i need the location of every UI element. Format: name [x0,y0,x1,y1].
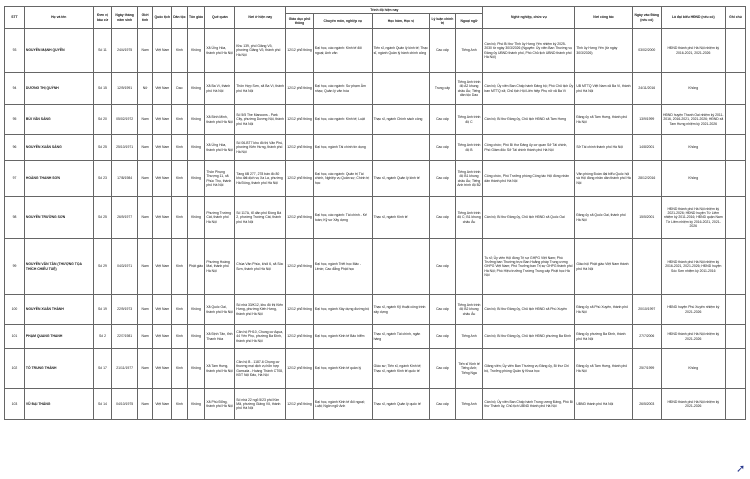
col-header-note: Ghi chú [725,7,745,29]
cell-address: Tầng 6B 277, 278 bán đồ 80 khu đất dịch vụ Xa La, phường Hà Đông, thành phố Hà Nội [235,161,286,197]
cell-workplace: Giáo hội Phật giáo Việt Nam thành phố Hà Nội [575,239,633,295]
cell-stt: 96 [5,135,25,161]
col-header-language: Ngoại ngữ [455,14,483,29]
cell-note [725,29,745,73]
cell-unit: Số 23 [93,161,112,197]
cell-political: Trung cấp [430,73,455,105]
cell-party-date: 03/02/2000 [632,29,661,73]
cell-hdnd: Không [661,161,725,197]
cell-name: DƯƠNG THỊ QUỲNH [24,73,93,105]
table-row [5,105,746,135]
col-header-hdnd: Là đại biểu HĐND (nếu có) [661,7,725,29]
cell-nationality: Việt Nam [153,197,172,239]
cell-dob: 05/02/1972 [112,105,137,135]
cell-nationality: Việt Nam [153,161,172,197]
cell-dob: 04/10/1975 [112,389,137,420]
cell-political: Cao cấp [430,389,455,420]
cell-hometown: Phường Hoàng Mai, thành phố Hà Nội [205,239,235,295]
cell-nationality: Việt Nam [153,29,172,73]
cell-religion: Không [187,295,205,325]
cell-dob: 26/9/1977 [112,197,137,239]
cell-hdnd: Không [661,73,725,105]
cell-note [725,325,745,349]
cell-hometown: Xã Quốc Oai, thành phố Hà Nội [205,295,235,325]
cell-job: Cán bộ; Ủy viên Ban Chấp hành Đảng bộ; Phó Chủ tịch Ủy ban MTTQ xã; Chủ tịch Hội Liên hiệp Phụ nữ xã Ba Vì [483,73,575,105]
cell-religion: Không [187,135,205,161]
cell-job: Cán bộ; Bí thư Đảng ủy, Chủ tịch HĐND xã Quốc Oai [483,197,575,239]
cell-general-edu: 12/12 phổ thông [286,73,314,105]
cell-stt: 102 [5,349,25,389]
cell-hometown: Xã Định Tân, tỉnh Thanh Hóa [205,325,235,349]
cell-religion: Không [187,73,205,105]
cell-unit: Số 25 [93,197,112,239]
cell-dob: 22/7/1981 [112,325,137,349]
table-body [5,29,746,420]
cell-language: Tiếng Anh [455,29,483,73]
cell-political: Cao cấp [430,135,455,161]
cell-name: VŨ ĐẠI THẮNG [24,389,93,420]
cell-unit: Số 11 [93,29,112,73]
col-header-sex: Giới tính [137,7,153,29]
cell-degree [372,239,430,295]
cell-hometown: Phường Trường Cát, thành phố Hà Nội [205,197,235,239]
cell-general-edu: 12/12 phổ thông [286,389,314,420]
cell-name: NGUYỄN MẠNH QUYỀN [24,29,93,73]
cell-degree: Thạc sĩ, ngành Quản lý kinh tế [372,161,430,197]
cell-ethnicity: Kinh [172,295,188,325]
cell-general-edu: 12/12 phổ thông [286,161,314,197]
cell-dob: 12/9/1991 [112,73,137,105]
table-row [5,161,746,197]
cell-ethnicity: Kinh [172,349,188,389]
cell-degree [372,135,430,161]
cell-political: Cao cấp [430,295,455,325]
cell-address: Số 06-BT7 khu đô thị Văn Phú, phường Kiến Hưng, thành phố Hà Nội [235,135,286,161]
cell-political: Cao cấp [430,29,455,73]
cell-degree: Tiến sĩ, ngành Quản lý kinh tế; Thạc sĩ, ngành Quản lý hành chính công [372,29,430,73]
cell-party-date: 26/5/2003 [632,389,661,420]
cell-dob: 22/9/1973 [112,295,137,325]
col-header-stt: STT [5,7,25,29]
cell-religion: Không [187,349,205,389]
table-row [5,29,746,73]
cell-language: Tiếng Anh trình độ B1 khung châu Âu; Tiếng Anh trình độ B2 [455,161,483,197]
cell-address: Số 5/5 The Manoons - Park City, phường Dương Nội, thành phố Hà Nội [235,105,286,135]
cell-nationality: Việt Nam [153,295,172,325]
cell-job: Cán bộ; Bí thư Đảng ủy, Chủ tịch HĐND xã Phú Xuyên [483,295,575,325]
cell-religion: Không [187,197,205,239]
cell-sex: Nam [137,161,153,197]
cell-nationality: Việt Nam [153,349,172,389]
cell-nationality: Việt Nam [153,73,172,105]
cell-address: Số nhà 22 ngõ 5/23 phố Kim Mã, phường Giảng Võ, thành phố Hà Nội [235,389,286,420]
cell-degree: Thạc sĩ, ngành Kinh tế [372,197,430,239]
col-header-ethnicity: Dân tộc [172,7,188,29]
cell-unit: Số 14 [93,389,112,420]
cell-party-date: 13/9/1999 [632,105,661,135]
cell-degree: Thạc sĩ, ngành Quản lý quốc tế [372,389,430,420]
cell-workplace: Văn phòng Đoàn đại biểu Quốc hội và Hội đồng nhân dân thành phố Hà Nội [575,161,633,197]
cell-sex: Nam [137,295,153,325]
cell-general-edu: 12/12 phổ thông [286,197,314,239]
cell-address: Thôn Hợp Sơn, xã Ba Vì, thành phố Hà Nội [235,73,286,105]
cell-name: BÙI VĂN SÁNG [24,105,93,135]
cell-general-edu: 12/12 phổ thông [286,105,314,135]
cell-profession: Đại học, các ngành: Kinh tế; Luật [313,105,372,135]
table-row [5,295,746,325]
cell-dob: 04/3/1971 [112,239,137,295]
cell-language: Tiếng Anh trình độ C; B1 khung châu Âu [455,197,483,239]
cell-hometown: Xã Phù Đổng, thành phố Hà Nội [205,389,235,420]
cell-dob: 25/10/1971 [112,135,137,161]
cell-language: Tiếng Anh trình độ B2 khung châu Âu [455,295,483,325]
cell-party-date: 20/10/1997 [632,295,661,325]
cell-political: Cao cấp [430,105,455,135]
cell-address: Khu 139, phố Giảng Võ, phường Giảng Võ, thành phố Hà Nội [235,29,286,73]
cell-degree: Giáo sư; Tiến sĩ, ngành Kinh tế; Thạc sĩ, ngành Kinh tế quốc tế [372,349,430,389]
cell-note [725,135,745,161]
cell-language: Tiếng Anh [455,389,483,420]
cell-sex: Nam [137,29,153,73]
cell-political: Cao cấp [430,197,455,239]
cell-degree: Thạc sĩ, ngành Tài chính, ngân hàng [372,325,430,349]
cell-job: Cán bộ; Ủy viên Ban Chấp hành Trung ương Đảng, Phó Bí thư Thành ủy, Chủ tịch UBND thành phố Hà Nội [483,389,575,420]
cell-religion: Không [187,325,205,349]
cell-party-date: 28/12/2016 [632,161,661,197]
cell-religion: Không [187,105,205,135]
cell-stt: 97 [5,161,25,197]
cell-religion: Không [187,29,205,73]
cell-party-date: 25/7/1999 [632,349,661,389]
cell-hdnd: Không [661,349,725,389]
cell-stt: 98 [5,197,25,239]
cell-job: Cán bộ; Bí thư Đảng ủy, Chủ tịch HĐND phường Ba Đình [483,325,575,349]
cell-profession: Đại học, ngành Triết học Mác - Lênin; Cao đẳng Phật học [313,239,372,295]
cell-ethnicity: Kinh [172,389,188,420]
cell-nationality: Việt Nam [153,239,172,295]
cell-unit: Số 19 [93,295,112,325]
cell-unit: Số 20 [93,105,112,135]
cell-nationality: Việt Nam [153,389,172,420]
col-header-general-edu: Giáo dục phổ thông [286,14,314,29]
cell-address: Chùa Vân Phúc, khối 6, xã Sóc Sơn, thành phố Hà Nội [235,239,286,295]
cell-profession: Đại học, ngành Kinh tế Bảo hiểm [313,325,372,349]
cell-political: Cao cấp [430,239,455,295]
cell-hdnd: HĐND thành phố Hà Nội nhiệm kỳ 2021-2026 [661,325,725,349]
cell-name: PHẠM QUANG THANH [24,325,93,349]
cell-note [725,295,745,325]
cell-job: Công chức; Phó Bí thư Đảng ủy cơ quan Sở Tài chính, Phó Giám đốc Sở Tài chính thành phố Hà Nội [483,135,575,161]
cell-party-date: 27/7/2006 [632,325,661,349]
cell-profession: Đại học, ngành Tài chính tín dụng [313,135,372,161]
cell-note [725,239,745,295]
cell-ethnicity: Kinh [172,239,188,295]
cell-workplace: Sở Tài chính thành phố Hà Nội [575,135,633,161]
cell-hometown: Xã Tam Hưng, thành phố Hà Nội [205,349,235,389]
col-header-degree: Học hàm, Học vị [372,14,430,29]
cell-degree [372,73,430,105]
cell-ethnicity: Kinh [172,105,188,135]
table-row [5,325,746,349]
cell-stt: 95 [5,105,25,135]
cell-party-date: 24/11/2016 [632,73,661,105]
cell-hdnd: HĐND thành phố Hà Nội nhiệm kỳ 2021-2026 [661,389,725,420]
cell-sex: Nữ [137,73,153,105]
cell-religion: Phật giáo [187,239,205,295]
cell-general-edu: 12/12 phổ thông [286,349,314,389]
cell-workplace: UBND thành phố Hà Nội [575,389,633,420]
cell-note [725,73,745,105]
cell-sex: Nam [137,389,153,420]
cell-party-date: 14/8/2001 [632,135,661,161]
cell-stt: 94 [5,73,25,105]
cell-hometown: Xã Ứng Hòa, thành phố Hà Nội [205,135,235,161]
cell-language [455,239,483,295]
table-row [5,135,746,161]
col-header-party-date: Ngày vào Đảng (nếu có) [632,7,661,29]
col-header-dob: Ngày tháng năm sinh [112,7,137,29]
cell-profession: Đại học, ngành Xây dựng đường bộ [313,295,372,325]
cell-workplace: Tỉnh ủy Hưng Yên (từ ngày 30/3/2026) [575,29,633,73]
cell-nationality: Việt Nam [153,325,172,349]
cell-political: Cao cấp [430,161,455,197]
cell-hdnd: HĐND huyện Phú Xuyên nhiệm kỳ 2021-2026 [661,295,725,325]
cell-hdnd: Không [661,135,725,161]
cell-hometown: Xã Ba Vì, thành phố Hà Nội [205,73,235,105]
cell-ethnicity: Dao [172,73,188,105]
table-row [5,239,746,295]
cell-stt: 99 [5,239,25,295]
cell-party-date [632,239,661,295]
cell-ethnicity: Kinh [172,135,188,161]
cell-religion: Không [187,161,205,197]
cell-note [725,197,745,239]
cell-language: Tiến sĩ Kinh tế Tiếng Anh; Tiếng Nga [455,349,483,389]
cell-name: HOÀNG THANH SƠN [24,161,93,197]
cell-stt: 101 [5,325,25,349]
cell-address: Căn hộ B - 1187-6 Chung cư thương mại dịch vụ hỗn hợp Gamuda - Hoàng Thành CT08, KĐT Nội Đảo, Hà Nội [235,349,286,389]
cell-hdnd: HĐND thành phố Hà Nội nhiệm kỳ 2016-2021, 2021-2026 [661,29,725,73]
cell-hdnd: HĐND huyện Thanh Oai nhiệm kỳ 2011-2016, 2016-2021, 2021-2026; HĐND xã Tam Hưng nhiệm kỳ 2021-2026 [661,105,725,135]
cell-stt: 103 [5,389,25,420]
cell-profession: Đại học, ngành Kinh tế đối ngoại; Luật; Ngôn ngữ Anh [313,389,372,420]
cell-workplace: Đảng ủy xã Tam Hưng, thành phố Hà Nội [575,349,633,389]
cell-ethnicity: Kinh [172,325,188,349]
col-header-profession: Chuyên môn, nghiệp vụ [313,14,372,29]
table-row [5,197,746,239]
col-group-education: Trình độ hiện nay [286,7,483,14]
cell-address: Số nhà 33/K12, khu đô thị Kiến Hưng, phường Kiến Hưng, thành phố Hà Nội [235,295,286,325]
col-header-political: Lý luận chính trị [430,14,455,29]
cell-hdnd: HĐND thành phố Hà Nội nhiệm kỳ 2016-2021, 2021-2026; HĐND huyện Sóc Sơn nhiệm kỳ 2011-2016 [661,239,725,295]
cell-dob: 17/8/1984 [112,161,137,197]
cell-workplace: Đảng ủy xã Tam Hưng, thành phố Hà Nội [575,105,633,135]
cell-note [725,105,745,135]
cell-workplace: Đảng ủy xã Phú Xuyên, thành phố Hà Nội [575,295,633,325]
cell-sex: Nam [137,325,153,349]
cell-profession: Đại học, các ngành: Tài chính - Kế toán; Kỹ sư Xây dựng [313,197,372,239]
cell-unit: Số 17 [93,349,112,389]
cell-job: Công chức, Phó Trưởng phòng Công tác Hội đồng nhân dân thành phố Hà Nội [483,161,575,197]
cell-profession: Đại học, các ngành: Kinh tế đối ngoại; Anh văn [313,29,372,73]
cell-job: Cán bộ; Phó Bí thư Tỉnh ủy Hưng Yên nhiệm kỳ 2025-2030 từ ngày 30/3/2026 (Nguyên: Ủy viên Ban Thường vụ Đảng ủy UBND thành phố, Phó Chủ tịch UBND thành phố Hà Nội) [483,29,575,73]
candidate-table [4,6,746,420]
cell-name: NGUYỄN XUÂN SÁNG [24,135,93,161]
cell-unit: Số 2 [93,325,112,349]
cell-general-edu: 12/12 phổ thông [286,29,314,73]
cell-hometown: Thôn Phụng Thượng 11, xã Phúc Thọ, thành phố Hà Nội [205,161,235,197]
cell-address: Căn hộ PH10, Chung cư Aqua, 44 Yên Phụ, phường Ba Đình, thành phố Hà Nội [235,325,286,349]
col-header-job: Nghề nghiệp, chức vụ [483,7,575,29]
table-row [5,73,746,105]
cell-hometown: Xã Bình Minh, thành phố Hà Nội [205,105,235,135]
cell-general-edu: 12/12 phổ thông [286,295,314,325]
cell-job: Giảng viên; Ủy viên Ban Thường vụ Đảng ủy, Bí thư Chi bộ, Trưởng phòng Quản lý Khoa học [483,349,575,389]
cell-name: NGUYỄN XUÂN THÀNH [24,295,93,325]
cell-degree: Thạc sĩ, ngành Chính sách công [372,105,430,135]
cell-profession: Đại học, ngành Kinh tế quản lý [313,349,372,389]
cell-language: Tiếng Anh [455,325,483,349]
corner-arrow-icon: ➚ [736,462,746,475]
cell-unit: Số 15 [93,73,112,105]
col-header-hometown: Quê quán [205,7,235,29]
cell-unit: Số 29 [93,239,112,295]
cell-address: Số 117A, tổ dân phố Đồng Bá 2, phường Trường Cát, thành phố Hà Nội [235,197,286,239]
table-header [5,7,746,29]
cell-stt: 93 [5,29,25,73]
cell-dob: 21/11/1977 [112,349,137,389]
cell-sex: Nam [137,105,153,135]
cell-language: Tiếng Anh trình độ A2 khung châu Âu; Tiếng dân tộc Dao [455,73,483,105]
cell-profession: Đại học, các ngành: Quản trị Tài chính, Nghiệp vụ Quân sự; Chính trị học [313,161,372,197]
cell-job: Tu sĩ; Ủy viên Hội đồng Trị sự GHPG Việt Nam; Phó Trưởng ban Thường trực Ban Hoằng pháp Trung ương GHPG Việt Nam; Phó Trưởng ban Trị sự GHPG thành phố Hà Nội; Phó Hiệu trưởng Trường Trung cấp Phật học Hà Nội [483,239,575,295]
col-header-name: Họ và tên [24,7,93,29]
cell-ethnicity: Kinh [172,197,188,239]
cell-unit: Số 25 [93,135,112,161]
cell-general-edu: 12/12 phổ thông [286,325,314,349]
table-row [5,389,746,420]
cell-sex: Nam [137,239,153,295]
col-header-workplace: Nơi công tác [575,7,633,29]
cell-note [725,389,745,420]
cell-note [725,161,745,197]
cell-language: Tiếng Anh trình độ C [455,105,483,135]
table-row [5,349,746,389]
cell-job: Cán bộ; Bí thư Đảng ủy, Chủ tịch HĐND xã Tam Hưng [483,105,575,135]
cell-political: Cao cấp [430,325,455,349]
cell-dob: 24/4/1975 [112,29,137,73]
cell-nationality: Việt Nam [153,105,172,135]
cell-workplace: Đảng ủy phường Ba Đình, thành phố Hà Nội [575,325,633,349]
cell-political: Cao cấp [430,349,455,389]
cell-hdnd: HĐND thành phố Hà Nội nhiệm kỳ 2021-2026; HĐND huyện Từ Liêm nhiệm kỳ 2011-2016; HĐND quận Nam Từ Liêm nhiệm kỳ 2016-2021, 2021-2026 [661,197,725,239]
cell-party-date: 15/5/2001 [632,197,661,239]
cell-name: TÔ TRUNG THÀNH [24,349,93,389]
cell-language: Tiếng Anh trình độ B [455,135,483,161]
col-header-address: Nơi ở hiện nay [235,7,286,29]
cell-sex: Nam [137,349,153,389]
cell-general-edu: 12/12 phổ thông [286,239,314,295]
cell-profession: Đại học, các ngành: Sư phạm Âm nhạc; Quản lý văn hóa [313,73,372,105]
cell-ethnicity: Kinh [172,161,188,197]
col-header-nationality: Quốc tịch [153,7,172,29]
cell-ethnicity: Kinh [172,29,188,73]
cell-workplace: UB MTTQ Việt Nam xã Ba Vì, thành phố Hà Nội [575,73,633,105]
cell-hometown: Xã Ứng Hòa, thành phố Hà Nội [205,29,235,73]
cell-workplace: Đảng ủy xã Quốc Oai, thành phố Hà Nội [575,197,633,239]
cell-sex: Nam [137,197,153,239]
cell-degree: Thạc sĩ, ngành Kỹ thuật công trình xây dựng [372,295,430,325]
cell-religion: Không [187,389,205,420]
cell-general-edu: 12/12 phổ thông [286,135,314,161]
col-header-unit: Đơn vị bầu cử [93,7,112,29]
cell-name: NGUYỄN VĂN TÂN (THƯỢNG TỌA THÍCH CHIẾU TUỆ) [24,239,93,295]
cell-sex: Nam [137,135,153,161]
cell-note [725,349,745,389]
cell-nationality: Việt Nam [153,135,172,161]
cell-name: NGUYỄN TRƯỜNG SƠN [24,197,93,239]
cell-stt: 100 [5,295,25,325]
col-header-religion: Tôn giáo [187,7,205,29]
